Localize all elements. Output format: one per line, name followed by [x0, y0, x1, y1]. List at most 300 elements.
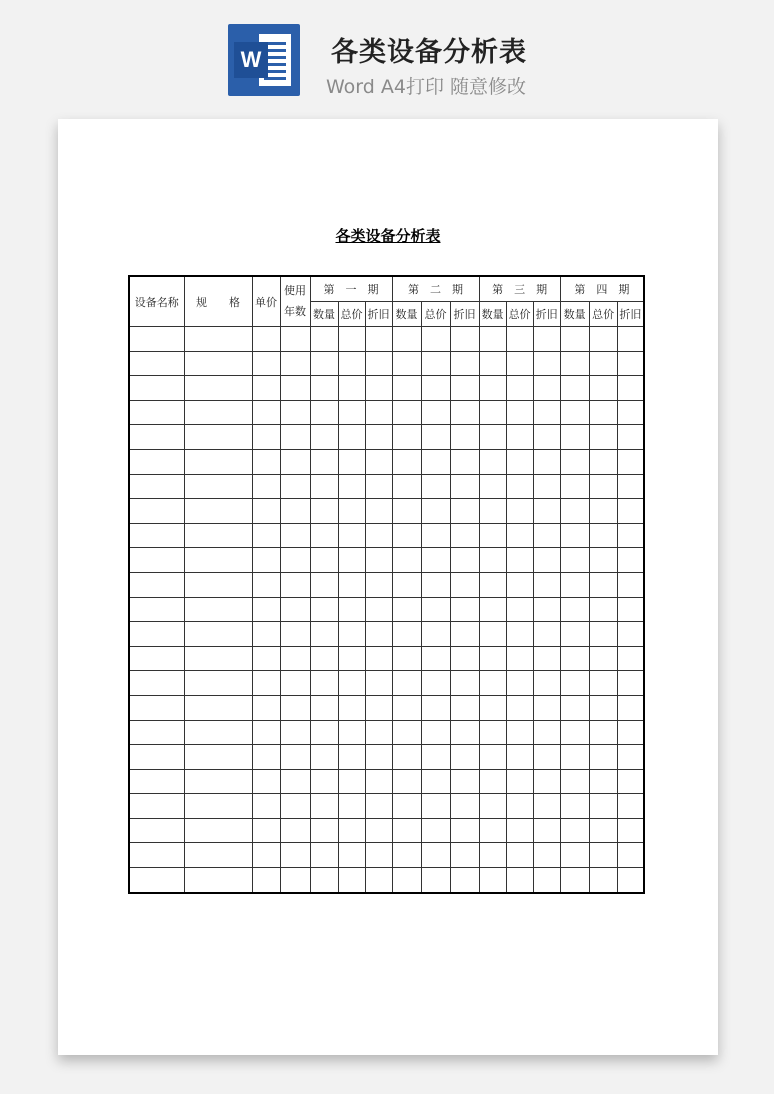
table-cell[interactable]	[589, 548, 617, 573]
table-cell[interactable]	[310, 597, 338, 622]
table-cell[interactable]	[252, 646, 280, 671]
table-cell[interactable]	[589, 425, 617, 450]
table-cell[interactable]	[506, 646, 533, 671]
table-cell[interactable]	[479, 769, 506, 794]
table-cell[interactable]	[589, 695, 617, 720]
table-cell[interactable]	[506, 745, 533, 770]
table-cell[interactable]	[589, 499, 617, 524]
table-cell[interactable]	[560, 548, 589, 573]
table-cell[interactable]	[392, 769, 421, 794]
table-cell[interactable]	[506, 449, 533, 474]
table-cell[interactable]	[184, 400, 252, 425]
table-cell[interactable]	[421, 818, 450, 843]
table-cell[interactable]	[280, 769, 310, 794]
table-cell[interactable]	[560, 622, 589, 647]
table-cell[interactable]	[450, 425, 479, 450]
table-cell[interactable]	[589, 720, 617, 745]
table-cell[interactable]	[617, 695, 644, 720]
table-cell[interactable]	[589, 351, 617, 376]
table-cell[interactable]	[421, 622, 450, 647]
table-cell[interactable]	[310, 400, 338, 425]
table-cell[interactable]	[392, 474, 421, 499]
table-cell[interactable]	[252, 474, 280, 499]
table-cell[interactable]	[338, 769, 365, 794]
table-cell[interactable]	[280, 400, 310, 425]
table-cell[interactable]	[506, 351, 533, 376]
table-cell[interactable]	[421, 327, 450, 352]
table-cell[interactable]	[129, 695, 184, 720]
table-cell[interactable]	[533, 818, 560, 843]
table-cell[interactable]	[392, 400, 421, 425]
table-cell[interactable]	[479, 376, 506, 401]
table-cell[interactable]	[421, 548, 450, 573]
table-cell[interactable]	[252, 794, 280, 819]
table-cell[interactable]	[450, 474, 479, 499]
table-cell[interactable]	[589, 769, 617, 794]
table-cell[interactable]	[252, 572, 280, 597]
table-cell[interactable]	[310, 327, 338, 352]
table-cell[interactable]	[338, 597, 365, 622]
table-cell[interactable]	[421, 523, 450, 548]
table-cell[interactable]	[129, 794, 184, 819]
table-cell[interactable]	[392, 351, 421, 376]
table-cell[interactable]	[479, 868, 506, 893]
table-cell[interactable]	[560, 376, 589, 401]
table-cell[interactable]	[184, 794, 252, 819]
table-cell[interactable]	[310, 769, 338, 794]
table-cell[interactable]	[479, 474, 506, 499]
table-cell[interactable]	[129, 572, 184, 597]
table-cell[interactable]	[365, 548, 392, 573]
table-cell[interactable]	[450, 327, 479, 352]
table-cell[interactable]	[184, 868, 252, 893]
table-cell[interactable]	[129, 449, 184, 474]
table-cell[interactable]	[365, 671, 392, 696]
table-cell[interactable]	[129, 622, 184, 647]
table-cell[interactable]	[184, 671, 252, 696]
table-cell[interactable]	[589, 843, 617, 868]
table-cell[interactable]	[252, 671, 280, 696]
table-cell[interactable]	[129, 646, 184, 671]
table-cell[interactable]	[589, 327, 617, 352]
table-cell[interactable]	[280, 548, 310, 573]
table-cell[interactable]	[560, 720, 589, 745]
table-cell[interactable]	[506, 474, 533, 499]
table-cell[interactable]	[450, 720, 479, 745]
table-cell[interactable]	[617, 794, 644, 819]
table-cell[interactable]	[338, 351, 365, 376]
table-cell[interactable]	[479, 548, 506, 573]
table-cell[interactable]	[617, 327, 644, 352]
table-cell[interactable]	[421, 400, 450, 425]
table-cell[interactable]	[184, 622, 252, 647]
table-cell[interactable]	[506, 843, 533, 868]
table-cell[interactable]	[617, 400, 644, 425]
table-cell[interactable]	[338, 745, 365, 770]
table-cell[interactable]	[617, 769, 644, 794]
table-cell[interactable]	[450, 769, 479, 794]
table-cell[interactable]	[365, 597, 392, 622]
table-cell[interactable]	[392, 818, 421, 843]
table-cell[interactable]	[560, 400, 589, 425]
table-cell[interactable]	[421, 720, 450, 745]
table-cell[interactable]	[392, 597, 421, 622]
table-cell[interactable]	[365, 745, 392, 770]
table-cell[interactable]	[617, 868, 644, 893]
table-cell[interactable]	[421, 868, 450, 893]
table-cell[interactable]	[450, 818, 479, 843]
table-cell[interactable]	[421, 572, 450, 597]
table-cell[interactable]	[310, 474, 338, 499]
table-cell[interactable]	[392, 425, 421, 450]
table-cell[interactable]	[280, 794, 310, 819]
table-cell[interactable]	[338, 449, 365, 474]
table-cell[interactable]	[184, 327, 252, 352]
table-cell[interactable]	[421, 597, 450, 622]
table-cell[interactable]	[365, 695, 392, 720]
table-cell[interactable]	[450, 868, 479, 893]
table-cell[interactable]	[184, 695, 252, 720]
table-cell[interactable]	[421, 794, 450, 819]
table-cell[interactable]	[392, 646, 421, 671]
table-cell[interactable]	[479, 745, 506, 770]
table-cell[interactable]	[617, 671, 644, 696]
table-cell[interactable]	[589, 449, 617, 474]
table-cell[interactable]	[129, 425, 184, 450]
table-cell[interactable]	[450, 597, 479, 622]
table-cell[interactable]	[479, 425, 506, 450]
table-cell[interactable]	[184, 720, 252, 745]
table-cell[interactable]	[560, 597, 589, 622]
table-cell[interactable]	[560, 351, 589, 376]
table-cell[interactable]	[280, 868, 310, 893]
table-cell[interactable]	[479, 400, 506, 425]
table-cell[interactable]	[338, 794, 365, 819]
table-cell[interactable]	[560, 523, 589, 548]
table-cell[interactable]	[280, 499, 310, 524]
table-cell[interactable]	[365, 843, 392, 868]
table-cell[interactable]	[479, 523, 506, 548]
table-cell[interactable]	[252, 769, 280, 794]
table-cell[interactable]	[338, 695, 365, 720]
table-cell[interactable]	[479, 794, 506, 819]
table-cell[interactable]	[338, 720, 365, 745]
table-cell[interactable]	[184, 449, 252, 474]
table-cell[interactable]	[365, 449, 392, 474]
table-cell[interactable]	[479, 843, 506, 868]
table-cell[interactable]	[252, 695, 280, 720]
table-cell[interactable]	[450, 794, 479, 819]
table-cell[interactable]	[184, 474, 252, 499]
table-cell[interactable]	[421, 671, 450, 696]
table-cell[interactable]	[506, 400, 533, 425]
table-cell[interactable]	[450, 351, 479, 376]
table-cell[interactable]	[421, 425, 450, 450]
table-cell[interactable]	[310, 425, 338, 450]
table-cell[interactable]	[280, 523, 310, 548]
table-cell[interactable]	[392, 449, 421, 474]
table-cell[interactable]	[129, 548, 184, 573]
table-cell[interactable]	[129, 769, 184, 794]
table-cell[interactable]	[450, 572, 479, 597]
table-cell[interactable]	[280, 474, 310, 499]
table-cell[interactable]	[421, 474, 450, 499]
table-cell[interactable]	[450, 548, 479, 573]
table-cell[interactable]	[392, 868, 421, 893]
table-cell[interactable]	[280, 376, 310, 401]
table-cell[interactable]	[392, 499, 421, 524]
table-cell[interactable]	[533, 695, 560, 720]
table-cell[interactable]	[617, 376, 644, 401]
table-cell[interactable]	[450, 646, 479, 671]
table-cell[interactable]	[365, 400, 392, 425]
table-cell[interactable]	[252, 376, 280, 401]
table-cell[interactable]	[560, 474, 589, 499]
table-cell[interactable]	[479, 327, 506, 352]
table-cell[interactable]	[184, 769, 252, 794]
table-cell[interactable]	[533, 376, 560, 401]
table-cell[interactable]	[617, 425, 644, 450]
table-cell[interactable]	[365, 327, 392, 352]
table-cell[interactable]	[533, 327, 560, 352]
table-cell[interactable]	[589, 572, 617, 597]
table-cell[interactable]	[506, 499, 533, 524]
table-cell[interactable]	[506, 597, 533, 622]
table-cell[interactable]	[560, 572, 589, 597]
table-cell[interactable]	[506, 548, 533, 573]
table-cell[interactable]	[450, 671, 479, 696]
table-cell[interactable]	[589, 523, 617, 548]
table-cell[interactable]	[392, 720, 421, 745]
table-cell[interactable]	[252, 327, 280, 352]
table-cell[interactable]	[280, 425, 310, 450]
table-cell[interactable]	[421, 695, 450, 720]
table-cell[interactable]	[421, 745, 450, 770]
table-cell[interactable]	[589, 745, 617, 770]
table-cell[interactable]	[392, 671, 421, 696]
table-cell[interactable]	[310, 868, 338, 893]
table-cell[interactable]	[252, 868, 280, 893]
table-cell[interactable]	[392, 843, 421, 868]
table-cell[interactable]	[310, 843, 338, 868]
table-cell[interactable]	[310, 745, 338, 770]
table-cell[interactable]	[450, 622, 479, 647]
table-cell[interactable]	[310, 720, 338, 745]
table-cell[interactable]	[479, 499, 506, 524]
table-cell[interactable]	[479, 351, 506, 376]
table-cell[interactable]	[280, 622, 310, 647]
table-cell[interactable]	[506, 818, 533, 843]
table-cell[interactable]	[617, 622, 644, 647]
table-cell[interactable]	[617, 499, 644, 524]
table-cell[interactable]	[280, 572, 310, 597]
table-cell[interactable]	[184, 597, 252, 622]
table-cell[interactable]	[365, 499, 392, 524]
table-cell[interactable]	[252, 597, 280, 622]
table-cell[interactable]	[479, 695, 506, 720]
table-cell[interactable]	[589, 622, 617, 647]
table-cell[interactable]	[365, 572, 392, 597]
table-cell[interactable]	[589, 646, 617, 671]
table-cell[interactable]	[338, 523, 365, 548]
table-cell[interactable]	[338, 548, 365, 573]
table-cell[interactable]	[338, 474, 365, 499]
table-cell[interactable]	[338, 376, 365, 401]
table-cell[interactable]	[506, 794, 533, 819]
table-cell[interactable]	[617, 818, 644, 843]
table-cell[interactable]	[252, 548, 280, 573]
table-cell[interactable]	[280, 449, 310, 474]
table-cell[interactable]	[479, 671, 506, 696]
table-cell[interactable]	[533, 671, 560, 696]
table-cell[interactable]	[280, 351, 310, 376]
table-cell[interactable]	[280, 671, 310, 696]
table-cell[interactable]	[560, 499, 589, 524]
table-cell[interactable]	[617, 720, 644, 745]
table-cell[interactable]	[589, 868, 617, 893]
table-cell[interactable]	[129, 671, 184, 696]
table-cell[interactable]	[129, 523, 184, 548]
table-cell[interactable]	[533, 769, 560, 794]
table-cell[interactable]	[338, 425, 365, 450]
table-cell[interactable]	[589, 376, 617, 401]
table-cell[interactable]	[310, 794, 338, 819]
table-cell[interactable]	[365, 376, 392, 401]
table-cell[interactable]	[392, 695, 421, 720]
table-cell[interactable]	[533, 499, 560, 524]
table-cell[interactable]	[479, 572, 506, 597]
table-cell[interactable]	[560, 769, 589, 794]
table-cell[interactable]	[450, 695, 479, 720]
table-cell[interactable]	[450, 449, 479, 474]
table-cell[interactable]	[365, 769, 392, 794]
table-cell[interactable]	[617, 474, 644, 499]
table-cell[interactable]	[184, 572, 252, 597]
table-cell[interactable]	[560, 868, 589, 893]
table-cell[interactable]	[560, 646, 589, 671]
table-cell[interactable]	[560, 794, 589, 819]
table-cell[interactable]	[421, 376, 450, 401]
table-cell[interactable]	[310, 818, 338, 843]
table-cell[interactable]	[479, 449, 506, 474]
table-cell[interactable]	[506, 769, 533, 794]
table-cell[interactable]	[533, 523, 560, 548]
table-cell[interactable]	[338, 843, 365, 868]
table-cell[interactable]	[533, 425, 560, 450]
table-cell[interactable]	[506, 695, 533, 720]
table-cell[interactable]	[365, 646, 392, 671]
table-cell[interactable]	[338, 327, 365, 352]
table-cell[interactable]	[479, 622, 506, 647]
table-cell[interactable]	[365, 351, 392, 376]
table-cell[interactable]	[589, 474, 617, 499]
table-cell[interactable]	[392, 548, 421, 573]
table-cell[interactable]	[252, 720, 280, 745]
table-cell[interactable]	[450, 843, 479, 868]
table-cell[interactable]	[533, 572, 560, 597]
table-cell[interactable]	[252, 351, 280, 376]
table-cell[interactable]	[533, 622, 560, 647]
table-cell[interactable]	[252, 449, 280, 474]
table-cell[interactable]	[421, 449, 450, 474]
table-cell[interactable]	[392, 376, 421, 401]
table-cell[interactable]	[184, 646, 252, 671]
table-cell[interactable]	[310, 622, 338, 647]
table-cell[interactable]	[252, 425, 280, 450]
table-cell[interactable]	[533, 474, 560, 499]
table-cell[interactable]	[533, 794, 560, 819]
table-cell[interactable]	[617, 351, 644, 376]
table-cell[interactable]	[560, 425, 589, 450]
table-cell[interactable]	[280, 695, 310, 720]
table-cell[interactable]	[392, 794, 421, 819]
table-cell[interactable]	[560, 449, 589, 474]
table-cell[interactable]	[421, 351, 450, 376]
table-cell[interactable]	[533, 400, 560, 425]
table-cell[interactable]	[129, 351, 184, 376]
table-cell[interactable]	[365, 622, 392, 647]
table-cell[interactable]	[617, 646, 644, 671]
table-cell[interactable]	[338, 868, 365, 893]
table-cell[interactable]	[280, 843, 310, 868]
table-cell[interactable]	[129, 745, 184, 770]
table-cell[interactable]	[533, 720, 560, 745]
table-cell[interactable]	[392, 622, 421, 647]
table-cell[interactable]	[617, 449, 644, 474]
table-cell[interactable]	[617, 548, 644, 573]
table-cell[interactable]	[129, 868, 184, 893]
table-cell[interactable]	[338, 622, 365, 647]
table-cell[interactable]	[184, 351, 252, 376]
table-cell[interactable]	[184, 523, 252, 548]
table-cell[interactable]	[184, 818, 252, 843]
table-cell[interactable]	[252, 843, 280, 868]
table-cell[interactable]	[506, 671, 533, 696]
table-cell[interactable]	[184, 376, 252, 401]
table-cell[interactable]	[338, 671, 365, 696]
table-cell[interactable]	[365, 425, 392, 450]
table-cell[interactable]	[252, 818, 280, 843]
table-cell[interactable]	[338, 646, 365, 671]
table-cell[interactable]	[560, 671, 589, 696]
table-cell[interactable]	[365, 720, 392, 745]
table-cell[interactable]	[129, 327, 184, 352]
table-cell[interactable]	[129, 474, 184, 499]
table-cell[interactable]	[252, 622, 280, 647]
table-cell[interactable]	[506, 327, 533, 352]
table-cell[interactable]	[506, 868, 533, 893]
table-cell[interactable]	[280, 818, 310, 843]
table-cell[interactable]	[365, 523, 392, 548]
table-cell[interactable]	[184, 843, 252, 868]
table-cell[interactable]	[365, 474, 392, 499]
table-cell[interactable]	[479, 720, 506, 745]
table-cell[interactable]	[338, 499, 365, 524]
table-cell[interactable]	[533, 868, 560, 893]
table-cell[interactable]	[310, 548, 338, 573]
table-cell[interactable]	[129, 400, 184, 425]
table-cell[interactable]	[560, 695, 589, 720]
table-cell[interactable]	[365, 818, 392, 843]
table-cell[interactable]	[129, 597, 184, 622]
table-cell[interactable]	[252, 499, 280, 524]
table-cell[interactable]	[310, 671, 338, 696]
table-cell[interactable]	[129, 499, 184, 524]
table-cell[interactable]	[506, 523, 533, 548]
table-cell[interactable]	[479, 646, 506, 671]
table-cell[interactable]	[533, 843, 560, 868]
table-cell[interactable]	[129, 818, 184, 843]
